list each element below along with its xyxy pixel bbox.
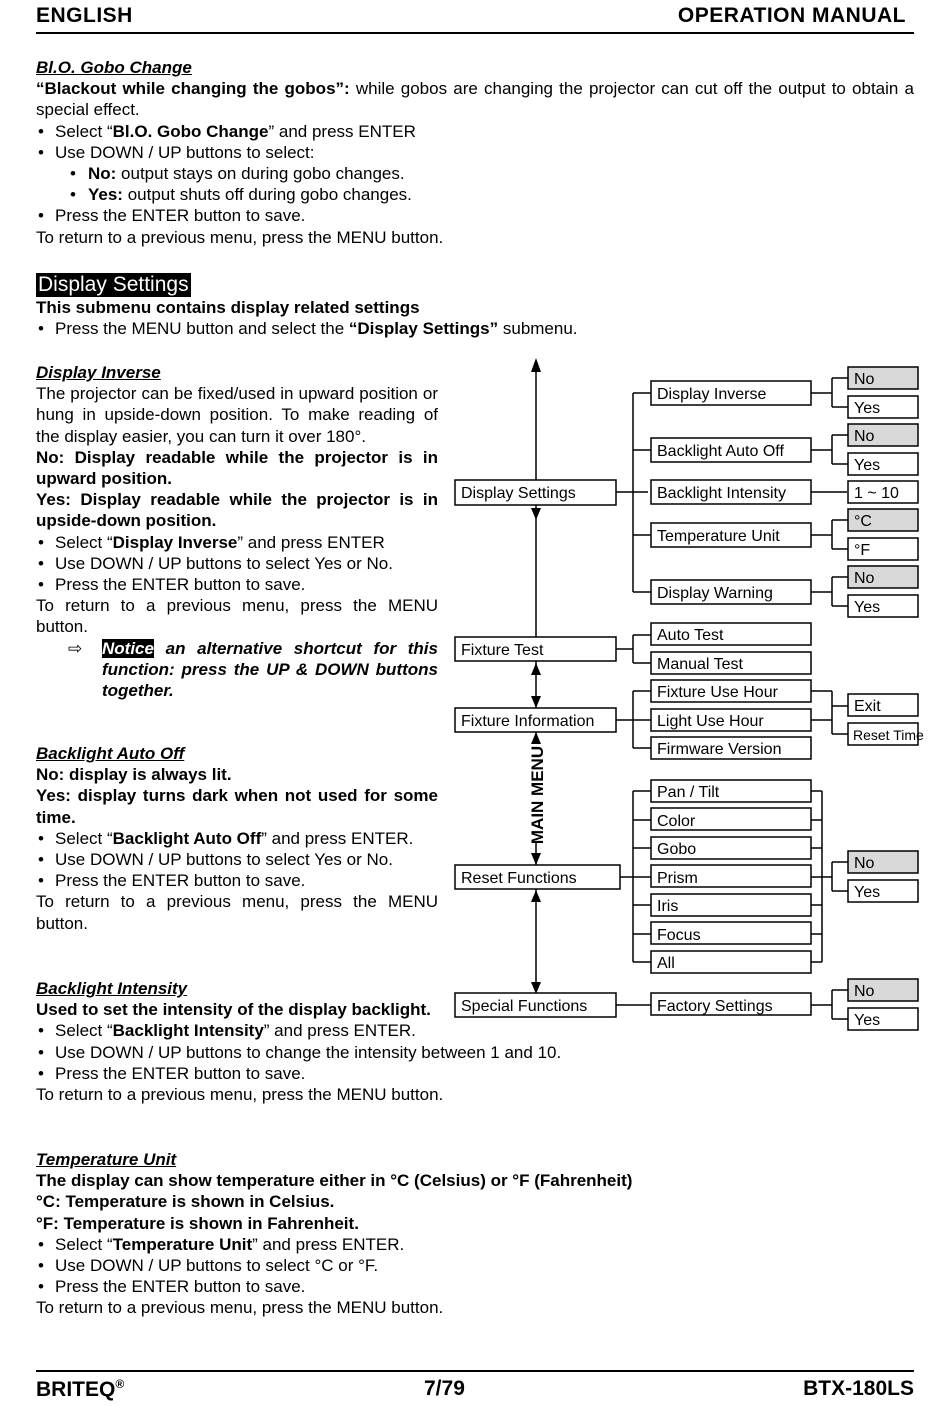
inverse-step-select: • Select “Display Inverse” and press ENTER	[36, 532, 438, 553]
inverse-text: The projector can be fixed/used in upward position or hung in upside-down position. To make reading of the display easier, you can turn it over 180°.	[36, 384, 438, 446]
opt-yes: Yes	[854, 884, 881, 901]
sub-backlight-intensity: Backlight Intensity	[657, 485, 786, 502]
gobo-step-select: • Select “Bl.O. Gobo Change” and press ENTER	[36, 121, 914, 142]
opt-no: No	[854, 983, 875, 1000]
display-sub: This submenu contains display related settings	[36, 298, 420, 317]
opt-fahrenheit: °F	[854, 542, 871, 559]
intensity-step-save: • Press the ENTER button to save.	[36, 1063, 914, 1084]
gobo-option-no: • No: output stays on during gobo changes.	[36, 163, 914, 184]
temp-f: °F: Temperature is shown in Fahrenheit.	[36, 1213, 359, 1233]
sub-auto-test: Auto Test	[657, 627, 724, 644]
sub-factory-settings: Factory Settings	[657, 998, 773, 1015]
header-language: ENGLISH	[36, 4, 133, 27]
auto-off-step-save: • Press the ENTER button to save.	[36, 870, 438, 891]
main-fixture-test: Fixture Test	[461, 642, 544, 659]
opt-no: No	[854, 428, 875, 445]
sub-all: All	[657, 955, 675, 972]
auto-off-yes: Yes: display turns dark when not used for some time.	[36, 786, 438, 827]
sub-display-inverse: Display Inverse	[657, 386, 767, 403]
gobo-title: Bl.O. Gobo Change	[36, 58, 192, 77]
temp-c: °C: Temperature is shown in Celsius.	[36, 1192, 335, 1212]
opt-no: No	[854, 371, 875, 388]
temp-step-updown: • Use DOWN / UP buttons to select °C or °F.	[36, 1255, 914, 1276]
arrow-right-icon: ⇨	[68, 638, 83, 658]
sub-iris: Iris	[657, 898, 679, 915]
opt-exit: Exit	[854, 698, 881, 715]
intensity-sub: Used to set the intensity of the display backlight.	[36, 1000, 431, 1020]
gobo-option-yes: • Yes: output shuts off during gobo changes.	[36, 184, 914, 205]
opt-no: No	[854, 855, 875, 872]
gobo-step-save: • Press the ENTER button to save.	[36, 205, 914, 226]
intensity-return: To return to a previous menu, press the MENU button.	[36, 1085, 444, 1105]
sub-light-use-hour: Light Use Hour	[657, 713, 764, 730]
inverse-return: To return to a previous menu, press the MENU button.	[36, 596, 438, 637]
intensity-title: Backlight Intensity	[36, 979, 188, 998]
sub-pan-tilt: Pan / Tilt	[657, 784, 720, 801]
notice-label: Notice	[102, 638, 154, 658]
inverse-title: Display Inverse	[36, 363, 161, 382]
opt-no: No	[854, 570, 875, 587]
sub-gobo: Gobo	[657, 841, 697, 858]
page-footer	[36, 1370, 914, 1406]
temp-return: To return to a previous menu, press the MENU button.	[36, 1298, 444, 1318]
auto-off-step-updown: • Use DOWN / UP buttons to select Yes or No.	[36, 849, 438, 870]
main-menu-label: MAIN MENU	[528, 745, 547, 845]
auto-off-step-select: • Select “Backlight Auto Off” and press ENTER.	[36, 828, 438, 849]
opt-yes: Yes	[854, 1012, 881, 1029]
sub-backlight-auto-off: Backlight Auto Off	[657, 443, 784, 460]
sub-temperature-unit: Temperature Unit	[657, 528, 780, 545]
main-reset-functions: Reset Functions	[461, 870, 577, 887]
main-fixture-information: Fixture Information	[461, 713, 595, 730]
gobo-intro: “Blackout while changing the gobos”: while gobos are changing the projector can cut off the output to obtain a special effect.	[36, 79, 914, 120]
footer-model: BTX-180LS	[803, 1377, 914, 1400]
gobo-step-updown: • Use DOWN / UP buttons to select:	[36, 142, 914, 163]
sub-manual-test: Manual Test	[657, 656, 743, 673]
inverse-step-updown: • Use DOWN / UP buttons to select Yes or No.	[36, 553, 438, 574]
footer-brand: BRITEQ®	[36, 1377, 125, 1401]
temp-step-save: • Press the ENTER button to save.	[36, 1276, 914, 1297]
auto-off-return: To return to a previous menu, press the MENU button.	[36, 892, 438, 933]
inverse-step-save: • Press the ENTER button to save.	[36, 574, 438, 595]
inverse-no: No: Display readable while the projector is in upward position.	[36, 447, 438, 489]
sub-color: Color	[657, 813, 696, 830]
sub-fixture-use-hour: Fixture Use Hour	[657, 684, 778, 701]
footer-page-number: 7/79	[424, 1377, 465, 1400]
intensity-step-select: • Select “Backlight Intensity” and press ENTER.	[36, 1020, 914, 1041]
opt-yes: Yes	[854, 457, 881, 474]
sub-prism: Prism	[657, 870, 698, 887]
opt-intensity-range: 1 ~ 10	[854, 485, 899, 502]
sub-display-warning: Display Warning	[657, 585, 773, 602]
header-manual-title: OPERATION MANUAL	[677, 4, 906, 27]
opt-yes: Yes	[854, 400, 881, 417]
temp-title: Temperature Unit	[36, 1150, 177, 1169]
sub-firmware-version: Firmware Version	[657, 741, 782, 758]
opt-celsius: °C	[854, 513, 872, 530]
opt-yes: Yes	[854, 599, 881, 616]
auto-off-no: No: display is always lit.	[36, 765, 232, 785]
opt-reset-time: Reset Time	[853, 727, 924, 743]
intensity-step-updown: • Use DOWN / UP buttons to change the intensity between 1 and 10.	[36, 1042, 914, 1063]
temp-sub: The display can show temperature either in °C (Celsius) or °F (Fahrenheit)	[36, 1171, 633, 1191]
sub-focus: Focus	[657, 927, 701, 944]
inverse-yes: Yes: Display readable while the projector is in upside-down position.	[36, 490, 438, 531]
display-step: • Press the MENU button and select the “Display Settings” submenu.	[36, 318, 914, 339]
temp-step-select: • Select “Temperature Unit” and press ENTER.	[36, 1234, 914, 1255]
gobo-return: To return to a previous menu, press the MENU button.	[36, 227, 444, 247]
main-display-settings: Display Settings	[461, 485, 576, 502]
section-heading: Display Settings	[38, 273, 189, 296]
main-special-functions: Special Functions	[461, 998, 588, 1015]
auto-off-title: Backlight Auto Off	[36, 744, 185, 763]
inverse-notice: ⇨ Notice an alternative shortcut for this function: press the UP & DOWN buttons together.	[68, 638, 438, 701]
